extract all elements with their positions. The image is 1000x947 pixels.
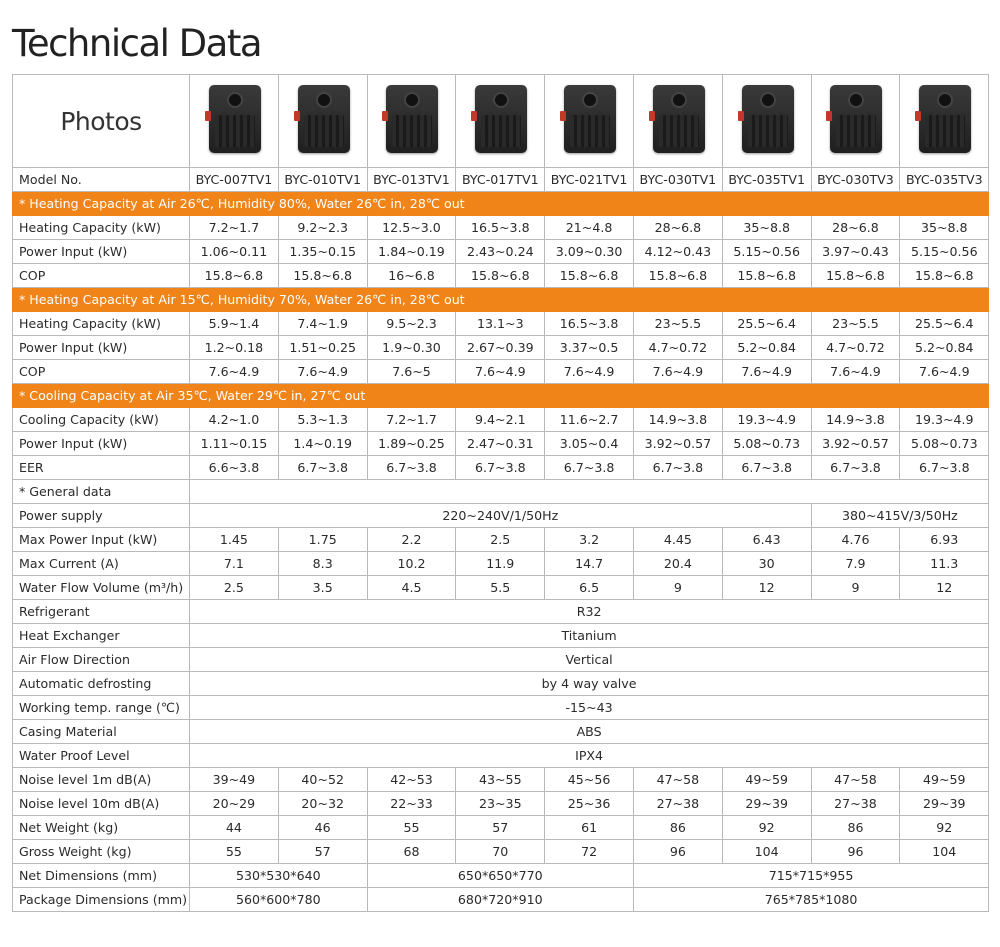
spec-value: 7.9 <box>811 552 900 576</box>
spec-row <box>13 864 989 888</box>
spec-value: 14.9~3.8 <box>811 408 900 432</box>
spec-value: 23~5.5 <box>633 312 722 336</box>
spec-value: 7.6~5 <box>367 360 456 384</box>
spec-value: 7.6~4.9 <box>190 360 279 384</box>
spec-value: 14.9~3.8 <box>633 408 722 432</box>
spec-value: 5.3~1.3 <box>278 408 367 432</box>
spec-value: 25.5~6.4 <box>900 312 989 336</box>
spec-value: 220~240V/1/50Hz <box>190 504 812 528</box>
spec-value: 7.6~4.9 <box>456 360 545 384</box>
spec-value: 1.51~0.25 <box>278 336 367 360</box>
spec-value: 15.8~6.8 <box>633 264 722 288</box>
model-number: BYC-013TV1 <box>367 168 456 192</box>
spec-label: Automatic defrosting <box>13 672 190 696</box>
spec-value: 7.6~4.9 <box>900 360 989 384</box>
spec-value: 46 <box>278 816 367 840</box>
spec-value: ABS <box>190 720 989 744</box>
spec-row <box>13 648 989 672</box>
spec-value: 2.67~0.39 <box>456 336 545 360</box>
spec-value: 28~6.8 <box>633 216 722 240</box>
product-photo-cell <box>278 75 367 168</box>
spec-value: 9.4~2.1 <box>456 408 545 432</box>
heat-pump-photo <box>826 85 884 155</box>
model-row <box>13 168 989 192</box>
spec-value: 104 <box>900 840 989 864</box>
spec-value: 15.8~6.8 <box>900 264 989 288</box>
spec-value: 40~52 <box>278 768 367 792</box>
section-header-row <box>13 288 989 312</box>
spec-value: 47~58 <box>811 768 900 792</box>
spec-value: 3.37~0.5 <box>545 336 634 360</box>
spec-value: 2.43~0.24 <box>456 240 545 264</box>
spec-value: 3.97~0.43 <box>811 240 900 264</box>
spec-value: 11.9 <box>456 552 545 576</box>
spec-value: 7.6~4.9 <box>278 360 367 384</box>
spec-value: 6.7~3.8 <box>456 456 545 480</box>
spec-value: 530*530*640 <box>190 864 368 888</box>
spec-label: Noise level 10m dB(A) <box>13 792 190 816</box>
spec-value: 35~8.8 <box>722 216 811 240</box>
spec-label: Heating Capacity (kW) <box>13 312 190 336</box>
spec-value: 2.5 <box>190 576 279 600</box>
spec-value: 25.5~6.4 <box>722 312 811 336</box>
spec-value: 11.6~2.7 <box>545 408 634 432</box>
spec-value: 15.8~6.8 <box>278 264 367 288</box>
spec-row <box>13 360 989 384</box>
spec-label: EER <box>13 456 190 480</box>
spec-value: R32 <box>190 600 989 624</box>
spec-value: 6.7~3.8 <box>278 456 367 480</box>
section-header-row <box>13 192 989 216</box>
spec-value: 5.2~0.84 <box>900 336 989 360</box>
spec-value: 5.5 <box>456 576 545 600</box>
spec-value: 68 <box>367 840 456 864</box>
spec-value: IPX4 <box>190 744 989 768</box>
spec-value: 44 <box>190 816 279 840</box>
spec-value: 47~58 <box>633 768 722 792</box>
spec-label: Power Input (kW) <box>13 432 190 456</box>
spec-label: COP <box>13 360 190 384</box>
spec-value: 45~56 <box>545 768 634 792</box>
spec-value: 5.15~0.56 <box>900 240 989 264</box>
spec-value: 6.7~3.8 <box>900 456 989 480</box>
spec-value: 765*785*1080 <box>633 888 988 912</box>
spec-value: 4.76 <box>811 528 900 552</box>
product-photo-cell <box>900 75 989 168</box>
spec-row <box>13 792 989 816</box>
section-header-row <box>13 384 989 408</box>
spec-value: 15.8~6.8 <box>456 264 545 288</box>
spec-value: 57 <box>456 816 545 840</box>
spec-value: 20~32 <box>278 792 367 816</box>
spec-value: 1.45 <box>190 528 279 552</box>
spec-value: 10.2 <box>367 552 456 576</box>
spec-value: 7.2~1.7 <box>367 408 456 432</box>
spec-value: 6.7~3.8 <box>633 456 722 480</box>
spec-label: Gross Weight (kg) <box>13 840 190 864</box>
section-header: * Heating Capacity at Air 15℃, Humidity 70%, Water 26℃ in, 28℃ out <box>13 288 989 312</box>
spec-value: 7.6~4.9 <box>545 360 634 384</box>
spec-value: 4.2~1.0 <box>190 408 279 432</box>
spec-value: 3.05~0.4 <box>545 432 634 456</box>
general-data-label: * General data <box>13 480 190 504</box>
spec-label: Heating Capacity (kW) <box>13 216 190 240</box>
spec-value: 30 <box>722 552 811 576</box>
spec-value: 4.7~0.72 <box>811 336 900 360</box>
spec-row <box>13 768 989 792</box>
spec-value: 1.06~0.11 <box>190 240 279 264</box>
spec-value: 2.5 <box>456 528 545 552</box>
spec-row <box>13 456 989 480</box>
spec-value: 1.4~0.19 <box>278 432 367 456</box>
spec-value: 21~4.8 <box>545 216 634 240</box>
spec-value: 4.7~0.72 <box>633 336 722 360</box>
spec-value: 42~53 <box>367 768 456 792</box>
spec-value: 15.8~6.8 <box>722 264 811 288</box>
spec-value: 49~59 <box>722 768 811 792</box>
spec-value: 25~36 <box>545 792 634 816</box>
spec-value: 57 <box>278 840 367 864</box>
spec-row <box>13 552 989 576</box>
spec-value: 7.6~4.9 <box>811 360 900 384</box>
spec-row <box>13 432 989 456</box>
spec-label: Net Dimensions (mm) <box>13 864 190 888</box>
spec-label: Noise level 1m dB(A) <box>13 768 190 792</box>
spec-value: 15.8~6.8 <box>190 264 279 288</box>
product-photo-cell <box>633 75 722 168</box>
spec-value: 6.7~3.8 <box>722 456 811 480</box>
spec-value: 650*650*770 <box>367 864 633 888</box>
spec-value: 4.5 <box>367 576 456 600</box>
spec-row <box>13 816 989 840</box>
section-header: * Cooling Capacity at Air 35℃, Water 29℃ in, 27℃ out <box>13 384 989 408</box>
spec-value: 1.35~0.15 <box>278 240 367 264</box>
heat-pump-photo <box>382 85 440 155</box>
spec-value: 2.47~0.31 <box>456 432 545 456</box>
spec-value: 9 <box>811 576 900 600</box>
spec-value: 16~6.8 <box>367 264 456 288</box>
general-data-row <box>13 480 989 504</box>
spec-value: 7.6~4.9 <box>722 360 811 384</box>
spec-label: Air Flow Direction <box>13 648 190 672</box>
spec-value: 19.3~4.9 <box>722 408 811 432</box>
model-number: BYC-021TV1 <box>545 168 634 192</box>
spec-value: 7.4~1.9 <box>278 312 367 336</box>
model-number: BYC-007TV1 <box>190 168 279 192</box>
spec-value: Titanium <box>190 624 989 648</box>
spec-value: 3.92~0.57 <box>633 432 722 456</box>
spec-value: 3.92~0.57 <box>811 432 900 456</box>
spec-value: 20~29 <box>190 792 279 816</box>
spec-label: Casing Material <box>13 720 190 744</box>
product-photo-cell <box>367 75 456 168</box>
spec-row <box>13 624 989 648</box>
spec-label: Power supply <box>13 504 190 528</box>
model-number: BYC-010TV1 <box>278 168 367 192</box>
spec-value: 560*600*780 <box>190 888 368 912</box>
spec-value: 680*720*910 <box>367 888 633 912</box>
product-photo-cell <box>456 75 545 168</box>
spec-label: Package Dimensions (mm) <box>13 888 190 912</box>
spec-value: 23~5.5 <box>811 312 900 336</box>
spec-row <box>13 336 989 360</box>
spec-row <box>13 696 989 720</box>
spec-value: 96 <box>633 840 722 864</box>
spec-value: 11.3 <box>900 552 989 576</box>
model-number: BYC-030TV1 <box>633 168 722 192</box>
spec-label: Power Input (kW) <box>13 336 190 360</box>
spec-label: Working temp. range (℃) <box>13 696 190 720</box>
spec-value: 29~39 <box>900 792 989 816</box>
spec-row <box>13 720 989 744</box>
spec-value: 23~35 <box>456 792 545 816</box>
spec-value: 104 <box>722 840 811 864</box>
spec-value: 27~38 <box>633 792 722 816</box>
spec-row <box>13 576 989 600</box>
spec-label: Net Weight (kg) <box>13 816 190 840</box>
spec-label: COP <box>13 264 190 288</box>
spec-value: 14.7 <box>545 552 634 576</box>
spec-value: 6.43 <box>722 528 811 552</box>
spec-label: Heat Exchanger <box>13 624 190 648</box>
spec-value: 9.2~2.3 <box>278 216 367 240</box>
spec-row <box>13 264 989 288</box>
heat-pump-photo <box>915 85 973 155</box>
spec-value: 16.5~3.8 <box>545 312 634 336</box>
spec-value: 3.09~0.30 <box>545 240 634 264</box>
spec-value: 6.7~3.8 <box>545 456 634 480</box>
spec-value: 715*715*955 <box>633 864 988 888</box>
spec-label: Water Proof Level <box>13 744 190 768</box>
model-number: BYC-035TV3 <box>900 168 989 192</box>
spec-value: 28~6.8 <box>811 216 900 240</box>
spec-value: 27~38 <box>811 792 900 816</box>
spec-value: 29~39 <box>722 792 811 816</box>
photos-label: Photos <box>13 75 190 168</box>
spec-value: 13.1~3 <box>456 312 545 336</box>
spec-value: 86 <box>811 816 900 840</box>
spec-value: 4.45 <box>633 528 722 552</box>
section-header: * Heating Capacity at Air 26℃, Humidity 80%, Water 26℃ in, 28℃ out <box>13 192 989 216</box>
spec-row <box>13 600 989 624</box>
spec-value: 12 <box>722 576 811 600</box>
model-number: BYC-017TV1 <box>456 168 545 192</box>
spec-value: 55 <box>190 840 279 864</box>
product-photo-cell <box>190 75 279 168</box>
spec-value: 1.2~0.18 <box>190 336 279 360</box>
heat-pump-photo <box>471 85 529 155</box>
spec-row <box>13 408 989 432</box>
spec-value: 16.5~3.8 <box>456 216 545 240</box>
spec-row <box>13 312 989 336</box>
spec-row <box>13 744 989 768</box>
photos-row <box>13 75 989 168</box>
spec-value: 15.8~6.8 <box>545 264 634 288</box>
spec-value: 9 <box>633 576 722 600</box>
spec-value: 6.7~3.8 <box>367 456 456 480</box>
model-number: BYC-035TV1 <box>722 168 811 192</box>
spec-value: 5.15~0.56 <box>722 240 811 264</box>
spec-value: 61 <box>545 816 634 840</box>
spec-value: 380~415V/3/50Hz <box>811 504 989 528</box>
spec-value: 20.4 <box>633 552 722 576</box>
spec-value: 70 <box>456 840 545 864</box>
spec-value: 1.9~0.30 <box>367 336 456 360</box>
product-photo-cell <box>811 75 900 168</box>
spec-label: Power Input (kW) <box>13 240 190 264</box>
spec-value: 1.75 <box>278 528 367 552</box>
spec-value: 49~59 <box>900 768 989 792</box>
spec-value: 7.6~4.9 <box>633 360 722 384</box>
page-title: Technical Data <box>12 22 262 65</box>
spec-row <box>13 504 989 528</box>
spec-value: 96 <box>811 840 900 864</box>
spec-value: 5.9~1.4 <box>190 312 279 336</box>
spec-value: 5.08~0.73 <box>900 432 989 456</box>
spec-value: 72 <box>545 840 634 864</box>
heat-pump-photo <box>560 85 618 155</box>
spec-value: 7.2~1.7 <box>190 216 279 240</box>
spec-value: 6.93 <box>900 528 989 552</box>
spec-value: 92 <box>900 816 989 840</box>
spec-value: 19.3~4.9 <box>900 408 989 432</box>
spec-value: Vertical <box>190 648 989 672</box>
spec-value: -15~43 <box>190 696 989 720</box>
spec-value: 55 <box>367 816 456 840</box>
model-number: BYC-030TV3 <box>811 168 900 192</box>
spec-row <box>13 240 989 264</box>
spec-value: 8.3 <box>278 552 367 576</box>
spec-value: 6.7~3.8 <box>811 456 900 480</box>
heat-pump-photo <box>205 85 263 155</box>
spec-value: 5.08~0.73 <box>722 432 811 456</box>
heat-pump-photo <box>649 85 707 155</box>
spec-value: 22~33 <box>367 792 456 816</box>
spec-label: Refrigerant <box>13 600 190 624</box>
spec-value: 1.11~0.15 <box>190 432 279 456</box>
product-photo-cell <box>545 75 634 168</box>
spec-label: Cooling Capacity (kW) <box>13 408 190 432</box>
spec-label: Max Power Input (kW) <box>13 528 190 552</box>
spec-value: 5.2~0.84 <box>722 336 811 360</box>
spec-value: 3.2 <box>545 528 634 552</box>
spec-label: Water Flow Volume (m³/h) <box>13 576 190 600</box>
spec-value: 3.5 <box>278 576 367 600</box>
spec-value: 35~8.8 <box>900 216 989 240</box>
spec-row <box>13 216 989 240</box>
heat-pump-photo <box>738 85 796 155</box>
spec-table-body <box>13 75 989 912</box>
spec-value: 86 <box>633 816 722 840</box>
spec-value: 15.8~6.8 <box>811 264 900 288</box>
spec-value: 9.5~2.3 <box>367 312 456 336</box>
heat-pump-photo <box>294 85 352 155</box>
spec-row <box>13 672 989 696</box>
spec-value: 1.89~0.25 <box>367 432 456 456</box>
spec-value: 6.5 <box>545 576 634 600</box>
spec-value: 2.2 <box>367 528 456 552</box>
general-data-filler <box>190 480 989 504</box>
product-photo-cell <box>722 75 811 168</box>
spec-row <box>13 528 989 552</box>
spec-label: Max Current (A) <box>13 552 190 576</box>
spec-value: 6.6~3.8 <box>190 456 279 480</box>
spec-value: 12 <box>900 576 989 600</box>
spec-row <box>13 840 989 864</box>
spec-table <box>12 74 989 912</box>
spec-value: 43~55 <box>456 768 545 792</box>
spec-value: by 4 way valve <box>190 672 989 696</box>
spec-value: 92 <box>722 816 811 840</box>
spec-value: 4.12~0.43 <box>633 240 722 264</box>
spec-value: 7.1 <box>190 552 279 576</box>
model-label: Model No. <box>13 168 190 192</box>
spec-row <box>13 888 989 912</box>
spec-value: 39~49 <box>190 768 279 792</box>
spec-value: 12.5~3.0 <box>367 216 456 240</box>
spec-value: 1.84~0.19 <box>367 240 456 264</box>
